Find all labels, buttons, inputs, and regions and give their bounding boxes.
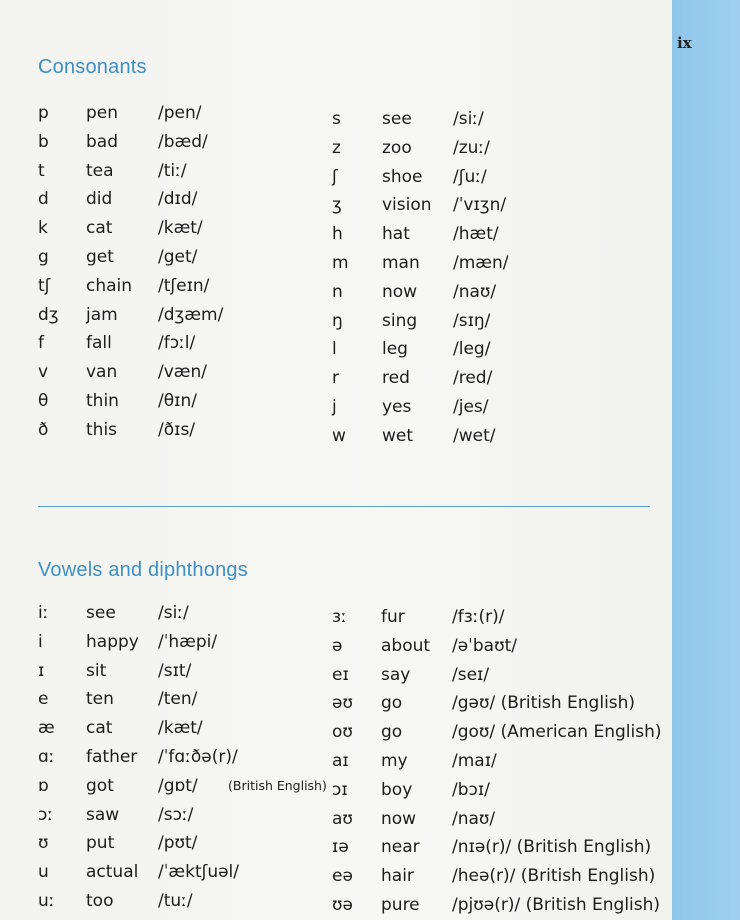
variant-note: (British English) bbox=[228, 777, 327, 793]
ipa-transcription: /θɪn/ bbox=[158, 391, 197, 411]
example-word: too bbox=[86, 891, 114, 911]
ipa-transcription: /sɪŋ/ bbox=[453, 310, 491, 331]
example-word: my bbox=[381, 751, 408, 771]
phoneme-symbol: aʊ bbox=[332, 808, 353, 829]
ipa-transcription: /red/ bbox=[453, 368, 493, 389]
example-word: pen bbox=[86, 103, 119, 123]
example-word: van bbox=[86, 362, 118, 383]
example-word: got bbox=[86, 775, 114, 796]
example-word: father bbox=[86, 747, 138, 767]
example-word: now bbox=[381, 808, 417, 829]
phoneme-symbol: l bbox=[332, 339, 337, 360]
example-word: did bbox=[86, 189, 113, 210]
ipa-transcription: /ˈfɑːðə(r)/ bbox=[158, 747, 238, 767]
example-word: cat bbox=[86, 218, 113, 239]
phoneme-symbol: ɪə bbox=[332, 837, 349, 858]
ipa-transcription: /tiː/ bbox=[158, 160, 187, 181]
phoneme-symbol: i bbox=[38, 631, 43, 652]
phoneme-symbol: r bbox=[332, 368, 339, 389]
phoneme-symbol: ʊ bbox=[38, 833, 49, 854]
phoneme-symbol: m bbox=[332, 253, 349, 273]
example-word: bad bbox=[86, 131, 118, 152]
phoneme-symbol: ʊə bbox=[332, 895, 353, 915]
example-word: see bbox=[382, 109, 412, 129]
ipa-transcription: /zuː/ bbox=[453, 137, 490, 158]
example-word: man bbox=[382, 253, 420, 273]
ipa-transcription: /goʊ/ (American English) bbox=[452, 722, 662, 743]
ipa-transcription: /dɪd/ bbox=[158, 189, 198, 210]
example-word: this bbox=[86, 419, 118, 440]
example-word: fall bbox=[86, 333, 112, 354]
phoneme-symbol: θ bbox=[38, 391, 49, 411]
example-word: hat bbox=[382, 224, 410, 245]
example-word: near bbox=[381, 837, 420, 858]
example-word: wet bbox=[382, 425, 414, 446]
example-word: happy bbox=[86, 631, 139, 652]
phoneme-symbol: ʃ bbox=[332, 166, 338, 187]
example-word: yes bbox=[382, 397, 412, 417]
phoneme-symbol: b bbox=[38, 131, 49, 152]
example-word: put bbox=[86, 833, 115, 854]
ipa-transcription: /get/ bbox=[158, 247, 198, 267]
phoneme-symbol: k bbox=[38, 218, 48, 239]
ipa-transcription: /ˈhæpi/ bbox=[158, 631, 218, 652]
example-word: saw bbox=[86, 804, 120, 825]
phoneme-symbol: ɒ bbox=[38, 775, 49, 796]
ipa-transcription: /fɔːl/ bbox=[158, 333, 196, 354]
phoneme-symbol: eɪ bbox=[332, 664, 349, 685]
phoneme-symbol: tʃ bbox=[38, 275, 51, 296]
phoneme-symbol: æ bbox=[38, 718, 55, 739]
example-word: pure bbox=[381, 895, 420, 915]
example-word: chain bbox=[86, 275, 133, 296]
example-word: sit bbox=[86, 660, 107, 681]
phoneme-symbol: ɔː bbox=[38, 804, 54, 825]
phoneme-symbol: p bbox=[38, 103, 49, 123]
ipa-transcription: /ˈvɪʒn/ bbox=[453, 195, 507, 216]
ipa-transcription: /sɪt/ bbox=[158, 660, 192, 681]
ipa-transcription: /tuː/ bbox=[158, 891, 193, 911]
ipa-transcription: /mæn/ bbox=[453, 253, 509, 273]
ipa-transcription: /gɒt/ bbox=[158, 775, 198, 796]
phoneme-symbol: h bbox=[332, 224, 343, 245]
page-number: ix bbox=[677, 34, 692, 52]
phoneme-symbol: w bbox=[332, 425, 346, 446]
phoneme-symbol: iː bbox=[38, 603, 49, 623]
phoneme-symbol: z bbox=[332, 137, 341, 158]
phoneme-symbol: f bbox=[38, 333, 44, 354]
example-word: thin bbox=[86, 391, 119, 411]
ipa-transcription: /sɔː/ bbox=[158, 804, 194, 825]
example-word: hair bbox=[381, 866, 414, 887]
example-word: jam bbox=[86, 304, 118, 325]
ipa-transcription: /pʊt/ bbox=[158, 833, 198, 854]
section-divider bbox=[38, 506, 650, 507]
phoneme-symbol: dʒ bbox=[38, 304, 59, 325]
ipa-transcription: /əˈbaʊt/ bbox=[452, 635, 517, 656]
phoneme-symbol: ɪ bbox=[38, 660, 45, 681]
ipa-transcription: /væn/ bbox=[158, 362, 207, 383]
example-word: about bbox=[381, 635, 431, 656]
ipa-transcription: /kæt/ bbox=[158, 218, 203, 239]
phoneme-symbol: n bbox=[332, 281, 343, 302]
example-word: leg bbox=[382, 339, 408, 360]
example-word: red bbox=[382, 368, 410, 389]
ipa-transcription: /jes/ bbox=[453, 397, 489, 417]
phoneme-symbol: t bbox=[38, 160, 45, 181]
phoneme-symbol: əʊ bbox=[332, 693, 353, 714]
example-word: fur bbox=[381, 607, 405, 627]
example-word: go bbox=[381, 693, 403, 714]
ipa-transcription: /siː/ bbox=[453, 109, 484, 129]
phoneme-symbol: g bbox=[38, 247, 49, 267]
example-word: see bbox=[86, 603, 116, 623]
ipa-transcription: /siː/ bbox=[158, 603, 189, 623]
phoneme-symbol: aɪ bbox=[332, 751, 349, 771]
ipa-transcription: /maɪ/ bbox=[452, 751, 497, 771]
ipa-transcription: /ten/ bbox=[158, 689, 198, 710]
example-word: now bbox=[382, 281, 418, 302]
ipa-transcription: /pjʊə(r)/ (British English) bbox=[452, 895, 661, 915]
phoneme-symbol: s bbox=[332, 109, 341, 129]
ipa-transcription: /seɪ/ bbox=[452, 664, 490, 685]
ipa-transcription: /naʊ/ bbox=[452, 808, 496, 829]
phoneme-symbol: oʊ bbox=[332, 722, 353, 743]
phoneme-symbol: ŋ bbox=[332, 310, 343, 331]
phoneme-symbol: e bbox=[38, 689, 49, 710]
phoneme-symbol: ð bbox=[38, 419, 49, 440]
example-word: get bbox=[86, 247, 114, 267]
ipa-transcription: /ʃuː/ bbox=[453, 166, 487, 187]
example-word: vision bbox=[382, 195, 432, 216]
phoneme-symbol: ʒ bbox=[332, 195, 342, 216]
ipa-transcription: /nɪə(r)/ (British English) bbox=[452, 837, 652, 858]
ipa-transcription: /ˈæktʃuəl/ bbox=[158, 862, 239, 883]
phoneme-symbol: v bbox=[38, 362, 49, 383]
phoneme-symbol: u bbox=[38, 862, 49, 883]
ipa-transcription: /fɜː(r)/ bbox=[452, 607, 505, 627]
phoneme-symbol: eə bbox=[332, 866, 353, 887]
ipa-transcription: /tʃeɪn/ bbox=[158, 275, 210, 296]
phoneme-symbol: ɔɪ bbox=[332, 779, 348, 800]
example-word: tea bbox=[86, 160, 114, 181]
example-word: shoe bbox=[382, 166, 423, 187]
example-word: boy bbox=[381, 779, 413, 800]
example-word: go bbox=[381, 722, 403, 743]
ipa-transcription: /kæt/ bbox=[158, 718, 203, 739]
page-edge-band bbox=[672, 0, 740, 920]
ipa-transcription: /gəʊ/ (British English) bbox=[452, 693, 636, 714]
example-word: actual bbox=[86, 862, 139, 883]
example-word: say bbox=[381, 664, 411, 685]
ipa-transcription: /hæt/ bbox=[453, 224, 499, 245]
example-word: cat bbox=[86, 718, 113, 739]
phoneme-symbol: j bbox=[332, 397, 337, 417]
ipa-transcription: /naʊ/ bbox=[453, 281, 497, 302]
ipa-transcription: /heə(r)/ (British English) bbox=[452, 866, 656, 887]
example-word: ten bbox=[86, 689, 114, 710]
consonants-heading: Consonants bbox=[38, 56, 147, 78]
ipa-transcription: /leg/ bbox=[453, 339, 491, 360]
phoneme-symbol: ɑː bbox=[38, 747, 55, 767]
example-word: zoo bbox=[382, 137, 412, 158]
ipa-transcription: /wet/ bbox=[453, 425, 496, 446]
phoneme-symbol: uː bbox=[38, 891, 55, 911]
example-word: sing bbox=[382, 310, 418, 331]
ipa-transcription: /dʒæm/ bbox=[158, 304, 224, 325]
ipa-transcription: /ðɪs/ bbox=[158, 419, 196, 440]
vowels-heading: Vowels and diphthongs bbox=[38, 559, 248, 581]
phoneme-symbol: ə bbox=[332, 635, 343, 656]
ipa-transcription: /bæd/ bbox=[158, 131, 208, 152]
phoneme-symbol: ɜː bbox=[332, 607, 347, 627]
phoneme-symbol: d bbox=[38, 189, 49, 210]
ipa-transcription: /bɔɪ/ bbox=[452, 779, 490, 800]
ipa-transcription: /pen/ bbox=[158, 103, 202, 123]
